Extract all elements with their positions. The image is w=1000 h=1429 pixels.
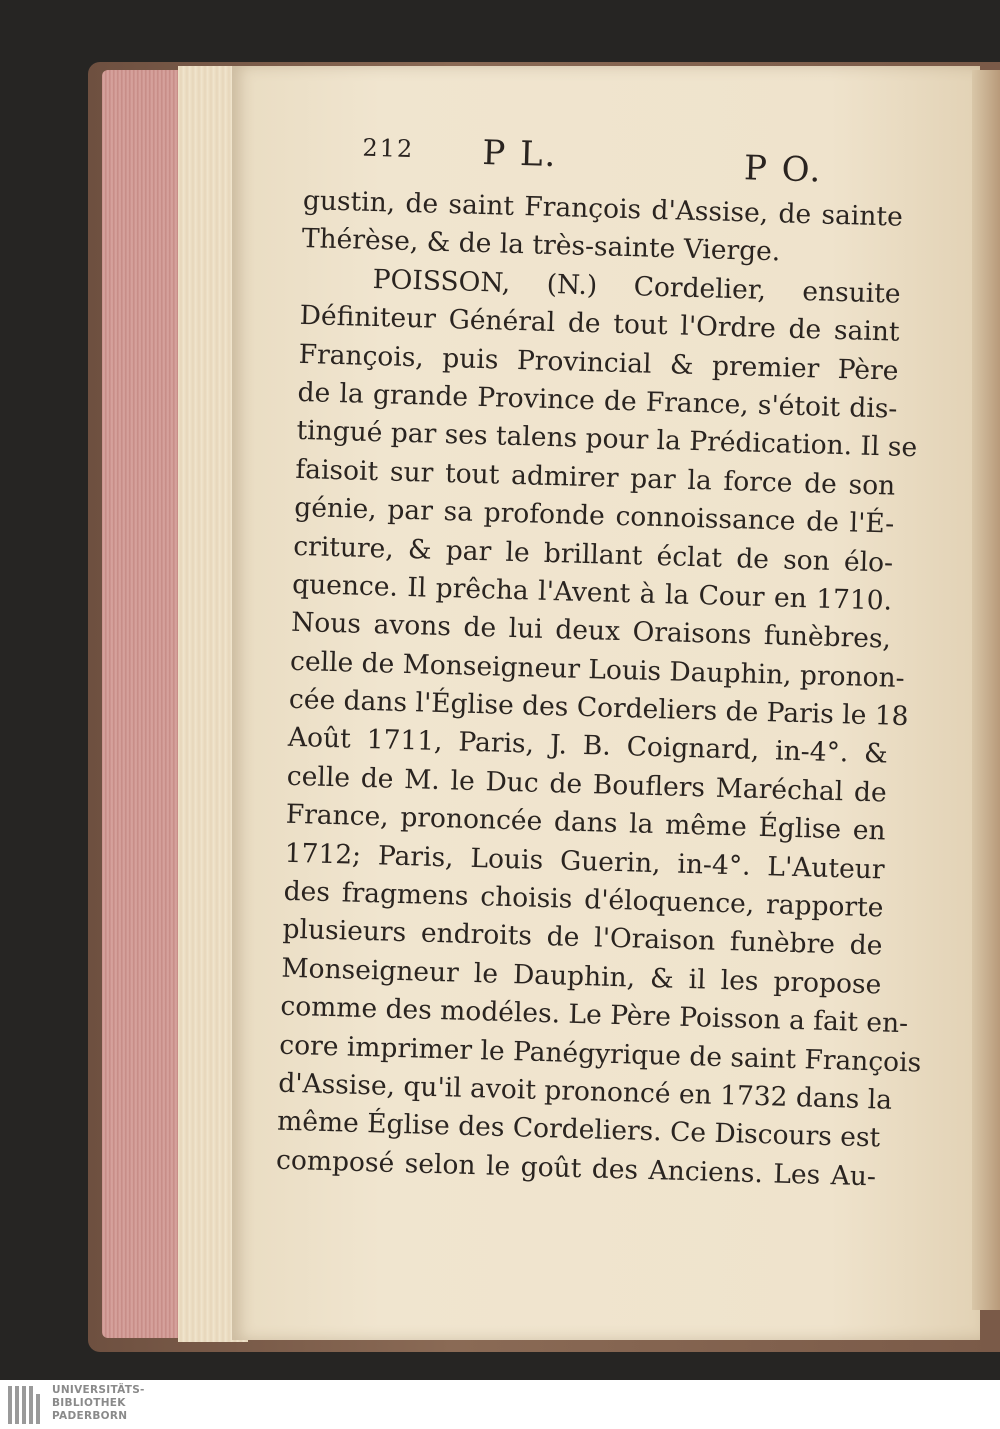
library-logo-icon (8, 1386, 48, 1424)
library-name (52, 1384, 145, 1423)
text-line: Août 1711, Paris, J. B. Coignard, in-4°. & (287, 722, 889, 770)
text-line: comme des modéles. Le Père Poisson a fait en- (280, 990, 909, 1040)
text-line: même Église des Cordeliers. Ce Discours est (276, 1105, 881, 1154)
text-line: plusieurs endroits de l'Oraison funèbre de (282, 914, 883, 962)
text-line: quence. Il prêcha l'Avent à la Cour en 1710. (291, 568, 893, 617)
text-line: criture, & par le brillant éclat de son élo- (292, 530, 894, 579)
library-name-line: BIBLIOTHEK (52, 1397, 126, 1409)
text-line: France, prononcée dans la même Église en (285, 798, 887, 847)
text-line: tingué par ses talens pour la Prédication. Il se (296, 415, 918, 464)
header-right: P O. (743, 148, 823, 191)
text-line: d'Assise, qu'il avoit prononcé en 1732 dans la (277, 1067, 893, 1116)
text-line: gustin, de saint François d'Assise, de sainte (302, 184, 904, 233)
text-line: POISSON, (N.) Cordelier, ensuite (372, 263, 902, 310)
text-line: Définiteur Général de tout l'Ordre de saint (299, 300, 900, 348)
text-line: cée dans l'Église des Cordeliers de Paris le 18 (288, 683, 909, 733)
page-number: 212 (362, 133, 415, 164)
library-name-line: PADERBORN (52, 1410, 128, 1422)
facing-page-edge (972, 70, 1000, 1310)
text-line: faisoit sur tout admirer par la force de son (295, 453, 896, 502)
text-line: celle de M. le Duc de Bouflers Maréchal de (286, 760, 888, 809)
text-line: Monseigneur le Dauphin, & il les propose (281, 952, 882, 1001)
library-name-line: UNIVERSITÄTS- (52, 1384, 145, 1396)
text-line: Thérèse, & de la très-sainte Vierge. (301, 223, 781, 268)
text-line: core imprimer le Panégyrique de saint François (278, 1029, 922, 1079)
header-left: P L. (481, 132, 558, 176)
text-line: génie, par sa profonde connoissance de l'É- (293, 491, 895, 540)
page-text (276, 128, 930, 1197)
library-footer (0, 1380, 1000, 1429)
text-line: de la grande Province de France, s'étoit dis- (297, 376, 898, 425)
text-line: celle de Monseigneur Louis Dauphin, pronon- (289, 645, 906, 694)
text-line: 1712; Paris, Louis Guerin, in-4°. L'Auteur (284, 837, 885, 886)
text-line: des fragmens choisis d'éloquence, rapporte (283, 875, 884, 924)
text-line: composé selon le goût des Anciens. Les Au- (275, 1144, 877, 1193)
text-line: Nous avons de lui deux Oraisons funèbres, (290, 607, 892, 655)
text-line: François, puis Provincial & premier Père (298, 338, 899, 387)
